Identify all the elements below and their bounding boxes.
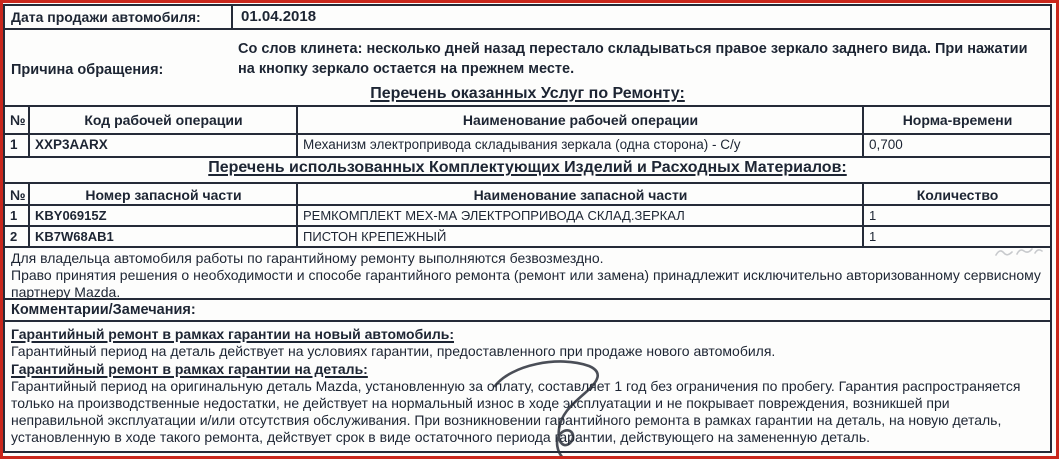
part-row-name: РЕМКОМПЛЕКТ МЕХ-МА ЭЛЕКТРОПРИВОДА СКЛАД.ЗЕРКАЛ: [298, 206, 864, 225]
reason-text: Со слов клинета: несколько дней назад перестало складываться правое зеркало заднего вида. При нажатии на кнопку зеркало остается на прежнем месте.: [238, 41, 1028, 77]
parts-header-name: Наименование запасной части: [298, 184, 864, 204]
warranty-part-body: Гарантийный период на оригинальную деталь Mazda, установленную за оплату, составляет 1 год без ограничения по пробегу. Гарантия распространяется только на производственные недостатки, не действует на нормальный износ в ходе эксплуатации и не покрывает повреждения, возникшей при неправильной эксплуатации и/или отсутствия обслуживания. При возникновении гарантийного ремонта в рамках гарантии на деталь, на новую деталь, установленную в ходе такого ремонта, действует срок в виде остаточного периода гарантии, действующего на замененную деталь.: [11, 378, 1021, 445]
services-header-name: Наименование рабочей операции: [298, 107, 864, 133]
warranty-new-car-heading: Гарантийный ремонт в рамках гарантии на новый автомобиль:: [11, 326, 455, 342]
service-row-name: Механизм электропривода складывания зеркала (одна сторона) - С/у: [298, 135, 864, 156]
parts-header-number: Номер запасной части: [30, 184, 298, 204]
warranty-terms-section: [5, 322, 1050, 451]
free-repair-note-line1: Для владельца автомобиля работы по гарантийному ремонту выполняются безвозмездно.: [11, 250, 604, 266]
parts-header-qty: Количество: [916, 187, 999, 203]
sale-date-label: Дата продажи автомобиля:: [5, 6, 233, 28]
warranty-part-heading: Гарантийный ремонт в рамках гарантии на деталь:: [11, 361, 368, 377]
parts-section-title: Перечень использованных Комплектующих Изделий и Расходных Материалов:: [208, 159, 847, 176]
services-table: [5, 107, 1050, 158]
parts-table-row: [5, 206, 1050, 227]
services-header-time: Норма-времени: [902, 112, 1013, 128]
service-row-num: 1: [5, 135, 30, 156]
services-table-row: [5, 135, 1050, 158]
comments-row: Комментарии/Замечания:: [5, 300, 1050, 322]
part-row-number: KB7W68AB1: [30, 227, 298, 246]
free-repair-note-line2: Право принятия решения о необходимости и способе гарантийного ремонта (ремонт или замена) принадлежит исключительно авторизованному сервисному партнеру Mazda.: [11, 267, 1041, 300]
part-row-qty: 1: [869, 208, 877, 223]
reason-row: [5, 30, 1050, 107]
parts-table: [5, 182, 1050, 248]
free-repair-note: [5, 248, 1050, 300]
parts-header-num: №: [5, 184, 30, 204]
service-row-time: 0,700: [869, 137, 903, 152]
service-row-code: XXP3AARX: [30, 135, 298, 156]
part-row-num: 2: [5, 227, 30, 246]
reason-label: Причина обращения:: [11, 62, 164, 78]
services-table-header: [5, 107, 1050, 135]
services-header-code: Код рабочей операции: [30, 107, 298, 133]
warranty-new-car-body: Гарантийный период на деталь действует на условиях гарантии, предоставленного при продаже нового автомобиля.: [11, 343, 776, 359]
sale-date-value: 01.04.2018: [241, 8, 317, 25]
part-row-number: KBY06915Z: [30, 206, 298, 225]
part-row-name: ПИСТОН КРЕПЕЖНЫЙ: [298, 227, 864, 246]
part-row-num: 1: [5, 206, 30, 225]
parts-table-header: [5, 182, 1050, 206]
part-row-qty: 1: [869, 229, 877, 244]
services-header-num: №: [5, 107, 30, 133]
services-section-title: Перечень оказанных Услуг по Ремонту:: [370, 85, 685, 102]
document-body: [3, 4, 1052, 453]
parts-table-row: [5, 227, 1050, 248]
sale-date-row: [5, 6, 1050, 30]
